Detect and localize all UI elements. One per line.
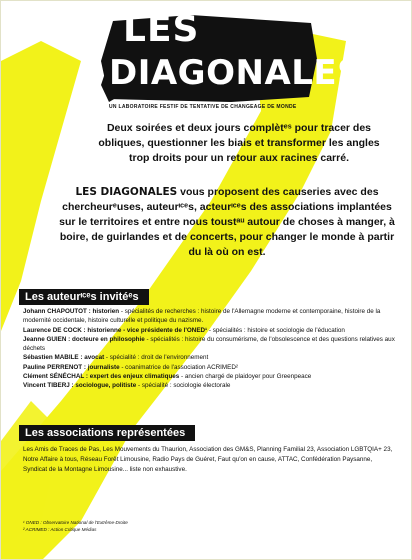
description-lead: LES DIAGONALES (75, 186, 178, 198)
subtitle: UN LABORATOIRE FESTIF DE TENTATIVE DE CHANGEAGE DE MONDE (109, 104, 297, 110)
footnotes (23, 519, 323, 533)
associations-text: Les Amis de Traces de Pas, Les Mouvements du Thaurion, Association des GM&S, Planning Familial 23, Association LGBTQIA+ 23, Notre Affaire à tous, Réseau Forêt Limousine, Radio Pays de Guéret, Faut qu'on en cause, ATTAC, Confédération Paysanne, Syndicat de la Montagne Limousine... liste non exhaustive. (23, 446, 393, 473)
footnote-acrimed: ² ACRIMED : Action Critique Médias (23, 527, 97, 532)
intro-text: Deux soirées et deux jours complètᵉˢ pour tracer des obliques, questionner les biais et transformer les angles trop droits pour un retour aux racines carré. (98, 122, 380, 164)
author-item: Sébastien MABILE : avocat - spécialité : droit de l'environnement (23, 354, 209, 362)
associations-section-title: Les associations représentées (19, 425, 195, 441)
authors-list (23, 307, 395, 391)
author-item: Johann CHAPOUTOT : historien - spécialités de recherches : histoire de l'Allemagne moderne et contemporaine, histoire de la modernité occidentale, histoire culturelle et politique du nazisme. (23, 308, 381, 325)
author-item: Pauline PERRENOT : journaliste - coanimatrice de l'association ACRIMED² (23, 363, 239, 371)
authors-section-title: Les auteurᶦᶜᵉs invitéᵉs (19, 289, 149, 305)
author-item: Clément SÉNÉCHAL : expert des enjeux climatiques - ancien chargé de plaidoyer pour Greenpeace (23, 373, 312, 381)
author-item: Laurence DE COCK : historienne - vice présidente de l'ONED¹ - spécialités : histoire et sociologie de l'éducation (23, 326, 345, 334)
author-item: Vincent TIBERJ : sociologue, politiste - spécialité : sociologie électorale (23, 382, 231, 390)
title-line-1: LES (123, 9, 200, 50)
description (57, 185, 397, 260)
poster-title (105, 9, 363, 101)
author-item: Jeanne GUIEN : docteure en philosophie - spécialités : histoire du consumérisme, de l'obsolescence et des questions relatives aux déchets (23, 335, 395, 353)
footnote-oned: ¹ ONED : Observatoire National de l'Extrême-Droite (23, 520, 128, 525)
title-line-2: DIAGONALES (109, 53, 363, 93)
description-text: vous proposent des causeries avec des chercheurᵉuses, auteurᶦᶜᵉs, acteurᶦᶜᵉs des associations implantées sur le territoires et entre nous toustᵃᵘ autour de choses à manger, à boire, de guirlandes et de concerts, pour changer le monde à partir du là où on est. (59, 186, 395, 258)
